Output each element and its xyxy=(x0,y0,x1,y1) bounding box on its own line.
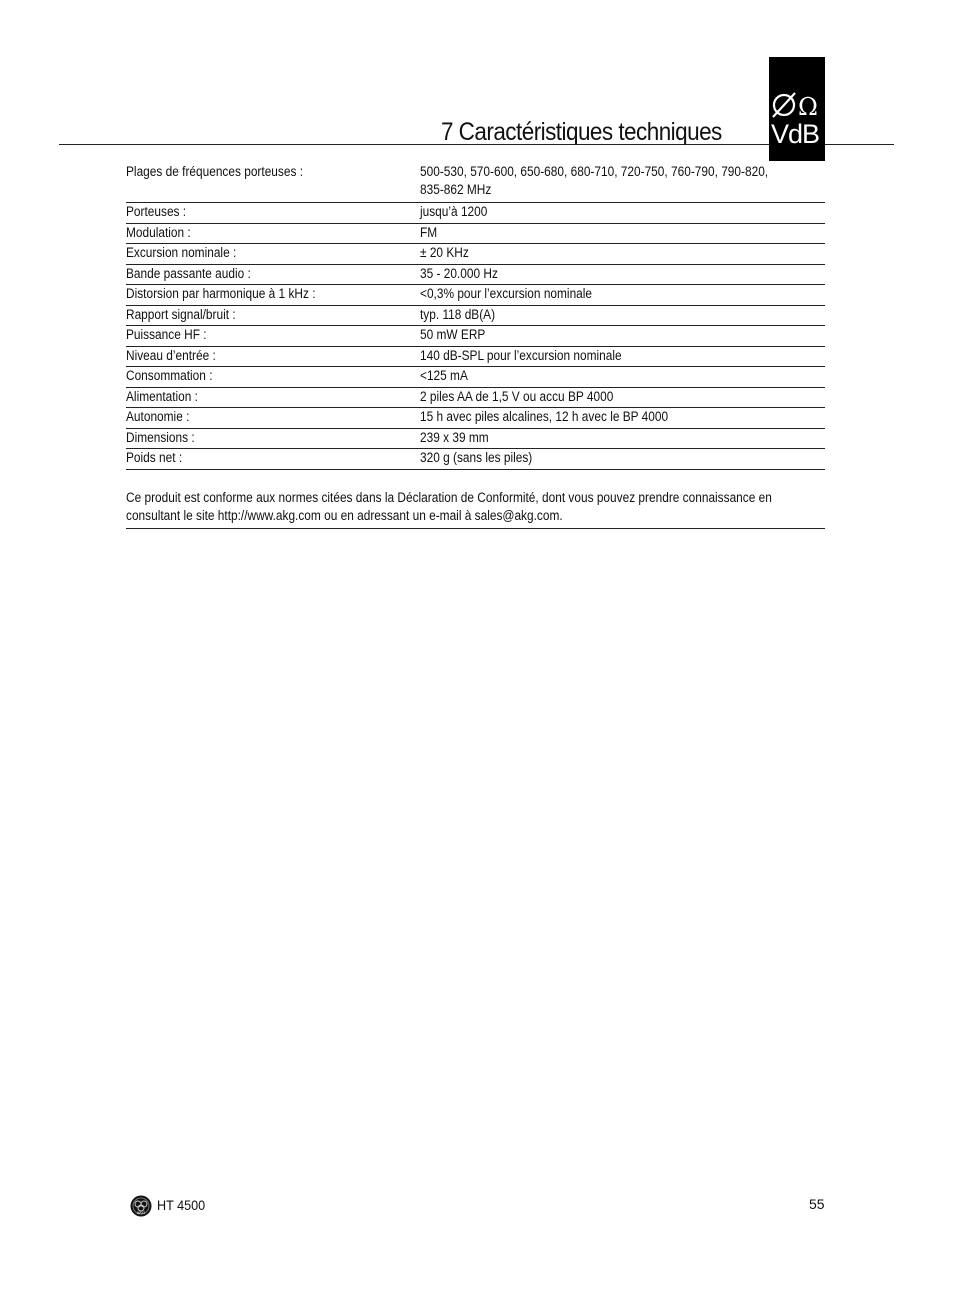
spec-label: Niveau d’entrée : xyxy=(126,347,216,363)
table-row xyxy=(126,346,825,367)
table-row xyxy=(126,285,825,306)
spec-value: FM xyxy=(420,224,438,240)
table-row xyxy=(126,223,825,244)
spec-value: ± 20 KHz xyxy=(420,245,469,260)
table-row xyxy=(126,305,825,326)
spec-label: Porteuses : xyxy=(126,204,187,219)
spec-value: typ. 118 dB(A) xyxy=(420,306,496,322)
vdb-logo-icon xyxy=(769,57,825,161)
table-row xyxy=(126,408,825,429)
table-row xyxy=(126,244,825,265)
spec-value: 35 - 20.000 Hz xyxy=(420,265,498,281)
spec-value: 2 piles AA de 1,5 V ou accu BP 4000 xyxy=(420,388,614,404)
spec-value: jusqu’à 1200 xyxy=(420,204,488,219)
footer-model: HT 4500 xyxy=(157,1197,206,1213)
conformity-text: Ce produit est conforme aux normes citées dans la Déclaration de Conformité, dont vous pouvez prendre connaissance en consultant le site http://www.akg.com ou en adressant un e-mail à sales@akg.com. xyxy=(126,490,772,523)
spec-value: <0,3% pour l’excursion nominale xyxy=(420,286,593,301)
spec-label: Rapport signal/bruit : xyxy=(126,306,236,322)
table-row xyxy=(126,449,825,470)
spec-label: Modulation : xyxy=(126,224,191,240)
spec-label: Puissance HF : xyxy=(126,327,207,342)
svg-text:AKG: AKG xyxy=(136,1210,146,1215)
spec-label: Bande passante audio : xyxy=(126,265,251,281)
spec-label: Consommation : xyxy=(126,368,213,383)
spec-table xyxy=(126,161,825,470)
page-number: 55 xyxy=(809,1196,825,1212)
spec-value: 140 dB-SPL pour l’excursion nominale xyxy=(420,347,622,363)
page-title: 7 Caractéristiques techniques xyxy=(441,118,722,146)
spec-label: Autonomie : xyxy=(126,409,190,424)
svg-text:Ω: Ω xyxy=(798,93,818,121)
table-row xyxy=(126,367,825,388)
spec-label: Plages de fréquences porteuses : xyxy=(126,164,304,179)
table-row xyxy=(126,161,825,203)
spec-value: <125 mA xyxy=(420,368,468,383)
spec-value: 239 x 39 mm xyxy=(420,429,489,445)
spec-value: 50 mW ERP xyxy=(420,327,486,342)
table-row xyxy=(126,203,825,224)
table-row xyxy=(126,326,825,347)
vdb-logo xyxy=(769,57,825,161)
spec-value: 500-530, 570-600, 650-680, 680-710, 720-750, 760-790, 790-820, 835-862 MHz xyxy=(420,164,769,197)
table-row xyxy=(126,428,825,449)
spec-label: Distorsion par harmonique à 1 kHz : xyxy=(126,286,316,301)
spec-label: Dimensions : xyxy=(126,429,195,445)
svg-text:VdB: VdB xyxy=(771,119,820,149)
akg-logo-icon xyxy=(130,1195,152,1217)
table-row xyxy=(126,387,825,408)
spec-value: 15 h avec piles alcalines, 12 h avec le BP 4000 xyxy=(420,409,669,424)
spec-label: Excursion nominale : xyxy=(126,245,237,260)
spec-label: Poids net : xyxy=(126,450,183,465)
spec-value: 320 g (sans les piles) xyxy=(420,450,533,465)
conformity-note xyxy=(126,489,825,529)
table-row xyxy=(126,264,825,285)
spec-label: Alimentation : xyxy=(126,388,198,404)
